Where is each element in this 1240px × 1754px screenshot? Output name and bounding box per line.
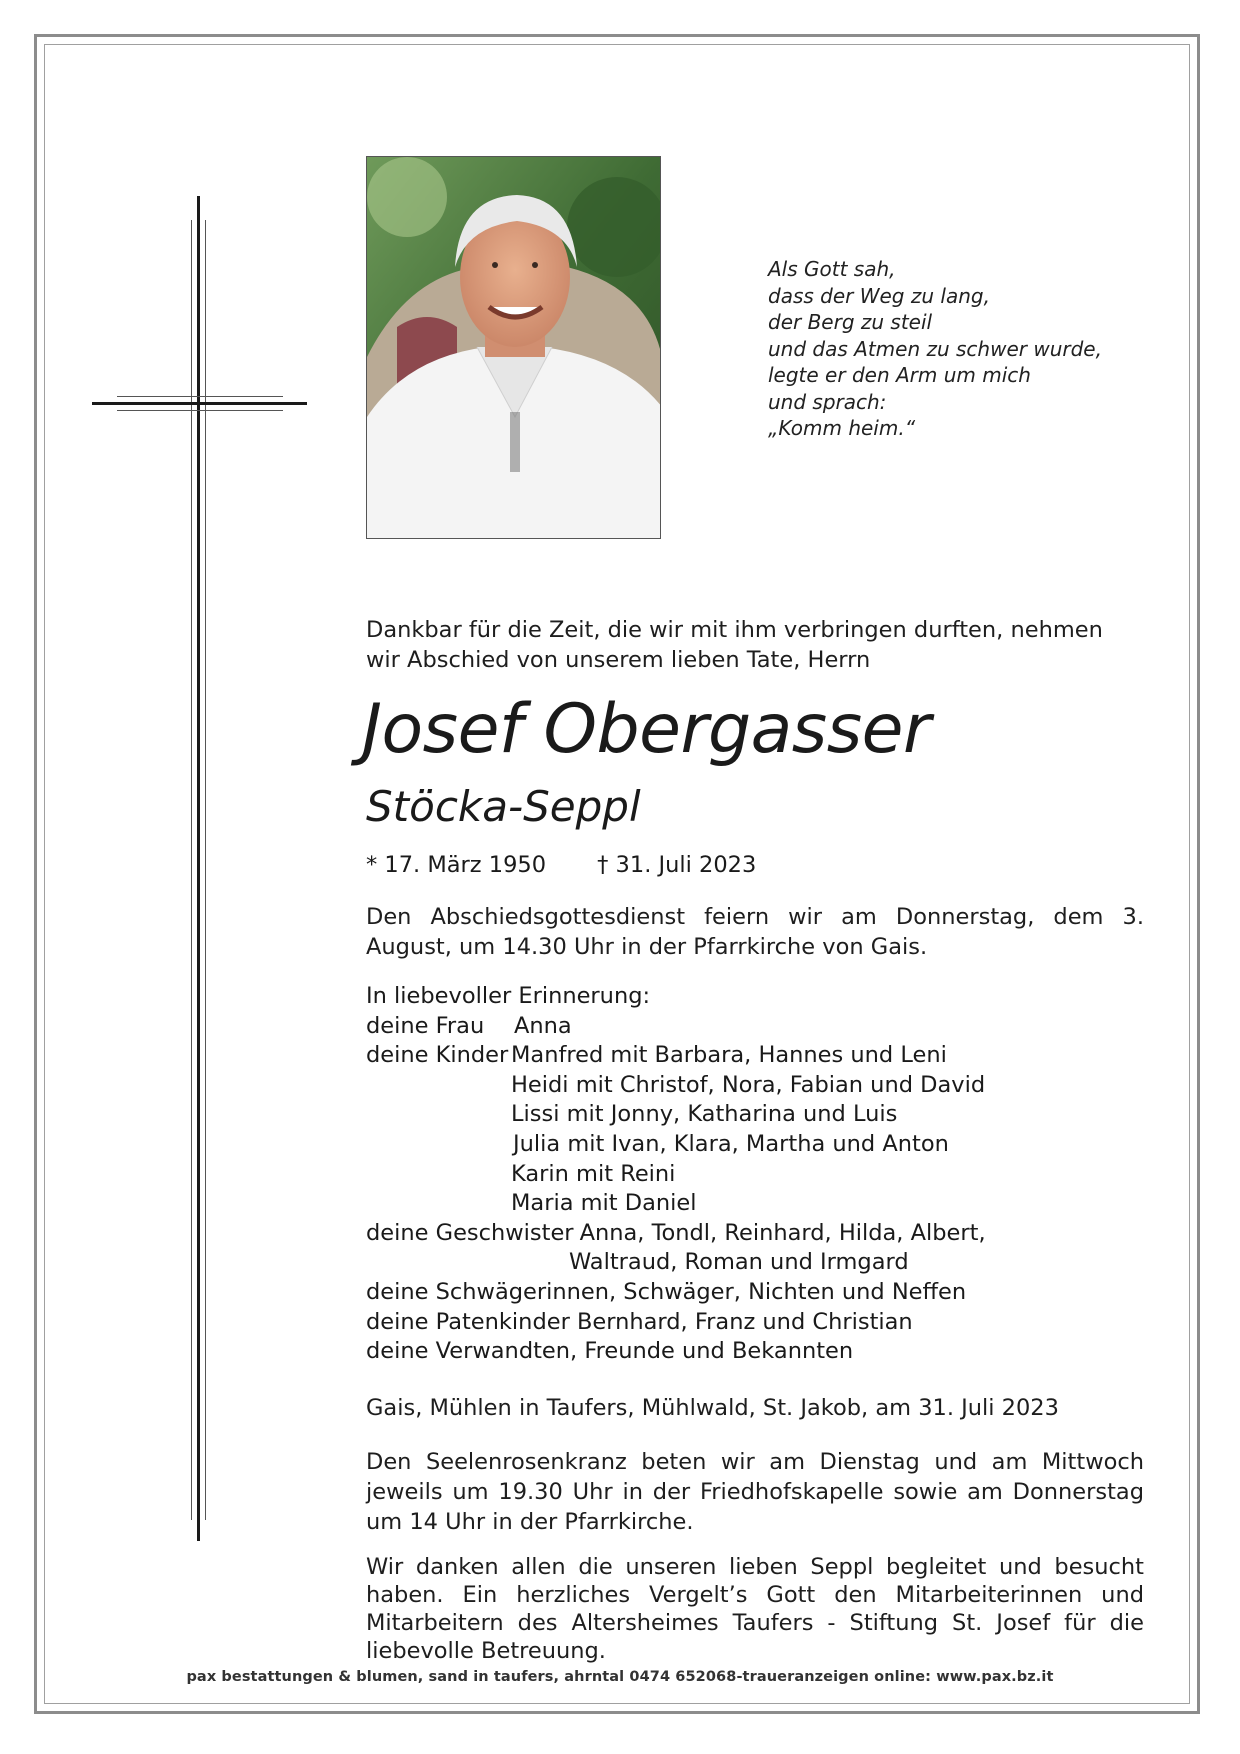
family-row-wife <box>366 1012 986 1042</box>
family-value: Julia mit Ivan, Klara, Martha und Anton <box>513 1130 949 1157</box>
family-value: Maria mit Daniel <box>511 1190 697 1217</box>
family-row-siblings <box>366 1219 986 1249</box>
service-info: Den Abschiedsgottesdienst feiern wir am Donnerstag, dem 3. August, um 14.30 Uhr in der Pfarrkirche von Gais. <box>366 904 1144 960</box>
family-label: deine Kinder <box>366 1042 509 1069</box>
family-row-children <box>366 1100 986 1130</box>
family-row-children <box>366 1130 986 1160</box>
family-row-godchildren: deine Patenkinder Bernhard, Franz und Christian <box>366 1308 913 1335</box>
family-value: Heidi mit Christof, Nora, Fabian und David <box>511 1071 986 1098</box>
birth-date: * 17. März 1950 <box>366 852 547 878</box>
family-label: deine Geschwister <box>366 1219 574 1246</box>
family-row-inlaws: deine Schwägerinnen, Schwäger, Nichten und Neffen <box>366 1278 967 1305</box>
family-row-children <box>366 1041 986 1071</box>
family-label: deine Frau <box>366 1012 485 1039</box>
family-list <box>366 982 986 1367</box>
family-value: Anna, Tondl, Reinhard, Hilda, Albert, <box>579 1219 986 1246</box>
deceased-name: Josef Obergasser <box>362 690 931 769</box>
thanks-text: Wir danken allen die unseren lieben Seppl begleitet und besucht haben. Ein herzliches Vergelt’s Gott den Mitarbeiterinnen und Mitarbeitern des Altersheimes Taufers - Stiftung St. Josef für die liebevolle Betreuung. <box>366 1554 1144 1664</box>
family-value: Lissi mit Jonny, Katharina und Luis <box>511 1101 898 1128</box>
portrait-photo <box>366 156 661 539</box>
family-row-children <box>366 1071 986 1101</box>
death-date: † 31. Juli 2023 <box>597 852 757 878</box>
family-value: Waltraud, Roman und Irmgard <box>569 1249 909 1276</box>
place-date: Gais, Mühlen in Taufers, Mühlwald, St. Jakob, am 31. Juli 2023 <box>366 1395 1059 1421</box>
nickname: Stöcka-Seppl <box>366 782 641 831</box>
family-row-relatives: deine Verwandten, Freunde und Bekannten <box>366 1338 854 1365</box>
family-row-children <box>366 1160 986 1190</box>
dates <box>366 852 756 878</box>
family-row-siblings <box>366 1248 986 1278</box>
family-value: Karin mit Reini <box>511 1160 676 1187</box>
intro-text: Dankbar für die Zeit, die wir mit ihm verbringen durften, nehmen wir Abschied von unserem lieben Tate, Herrn <box>366 617 1103 673</box>
family-value: Manfred mit Barbara, Hannes und Leni <box>511 1042 947 1069</box>
family-heading: In liebevoller Erinnerung: <box>366 983 651 1009</box>
rosary-info: Den Seelenrosenkranz beten wir am Dienstag und am Mittwoch jeweils um 19.30 Uhr in der Friedhofskapelle sowie am Donnerstag um 14 Uhr in der Pfarrkirche. <box>366 1449 1144 1535</box>
family-row-children <box>366 1189 986 1219</box>
footer: pax bestattungen & blumen, sand in taufers, ahrntal 0474 652068-traueranzeigen online: www.pax.bz.it <box>186 1669 1054 1685</box>
family-value: Anna <box>514 1012 572 1039</box>
poem: Als Gott sah, dass der Weg zu lang, der Berg zu steil und das Atmen zu schwer wurde, legte er den Arm um mich und sprach: „Komm heim.“ <box>768 257 1102 440</box>
